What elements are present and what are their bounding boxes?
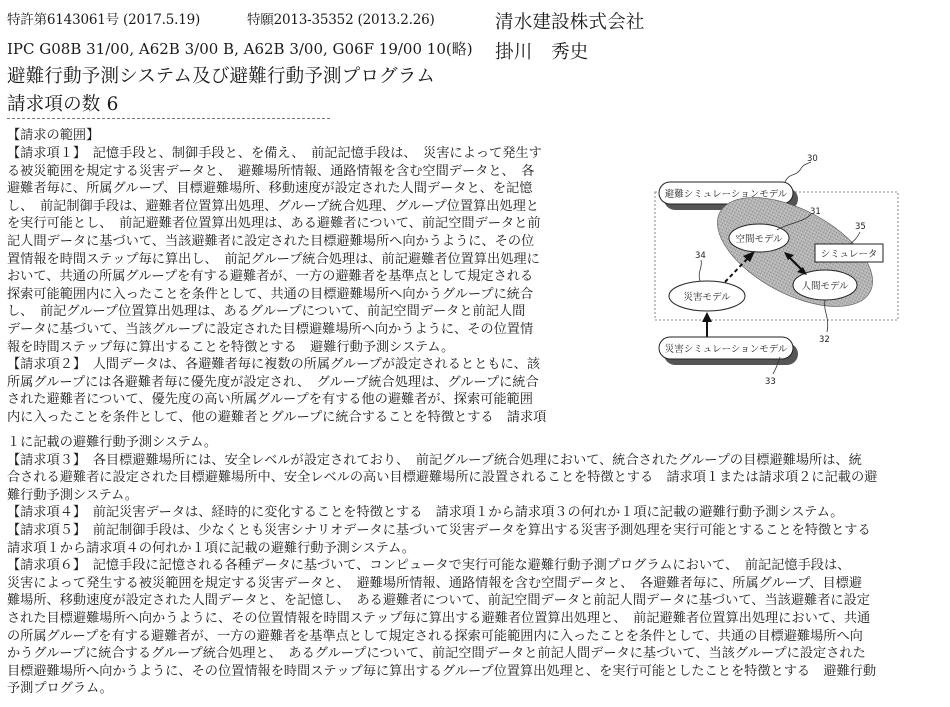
claim-line: 【請求項６】 記憶手段に記憶される各種データに基づいて、コンピュータで実行可能な避難行動予測プログラムにおいて、 前記記憶手段は、 (7, 558, 851, 574)
claim-line: データに基づいて、当該グループに設定された目標避難場所へ向かうように、その位置情 (7, 322, 534, 337)
human-model-label: 人間モデル (801, 281, 849, 292)
ipc-classification: IPC G08B 31/00, A62B 3/00 B, A62B 3/00, G06F 19/00 10(略) (7, 40, 473, 58)
ref-30: 30 (807, 154, 818, 164)
claim-line: る被災範囲を規定する災害データと、 避難場所情報、通路情報を含む空間データと、 各 (7, 163, 535, 179)
ref-34: 34 (695, 251, 706, 261)
claim-line: １に記載の避難行動予測システム。 (7, 435, 218, 450)
claim-line: 【請求項５】 前記制御手段は、少なくとも災害シナリオデータに基づいて災害データを算出する災害予測処理を実行可能とすることを特徴とする (7, 523, 871, 538)
space-model-label: 空間モデル (735, 234, 783, 245)
claim-line: 【請求項２】 人間データは、各避難者毎に複数の所属グループが設定されるとともに、該 (7, 357, 541, 373)
claim-line: 目標避難場所へ向かうように、その位置情報を時間ステップ毎に算出するグループ位置算出処理と、を実行可能としたことを特徴とする 避難行動 (7, 663, 877, 679)
leader-30 (785, 162, 811, 182)
claim-line: 予測プログラム。 (7, 681, 113, 697)
simulator-label: シミュレータ (820, 249, 878, 260)
leader-34 (699, 260, 701, 281)
ref-31: 31 (810, 207, 821, 217)
claim-line: 内に入ったことを条件として、他の避難者とグループに統合することを特徴とする 請求項 (7, 410, 547, 425)
ref-32: 32 (819, 335, 830, 345)
evac-sim-model-label: 避難シミュレーションモデル (664, 189, 788, 200)
claim-line: 請求項１から請求項４の何れか１項に記載の避難行動予測システム。 (7, 540, 415, 556)
claim-line: し、 前記制御手段は、避難者位置算出処理、グループ統合処理、グループ位置算出処理と (7, 198, 539, 214)
claim-line: おいて、共通の所属グループを有する避難者が、一方の避難者を基準点として規定される (7, 269, 534, 285)
claim-line: 合される避難者に設定された目標避難場所中、安全レベルの高い目標避難場所に設置されることを特徴とする 請求項１または請求項２に記載の避 (7, 470, 878, 486)
patent-title: 避難行動予測システム及び避難行動予測プログラム (7, 66, 436, 87)
claim-line: 難行動予測システム。 (7, 487, 138, 503)
claim-line: 難場所、移動速度が設定された人間データと、を記憶し、 ある避難者について、前記空間データと前記人間データに基づいて、当該避難者に設定 (7, 593, 870, 609)
patent-number (7, 8, 435, 28)
diagram-svg (645, 152, 940, 387)
claim-line: を実行可能とし、 前記避難者位置算出処理は、ある避難者について、前記空間データと前 (7, 216, 541, 232)
assignee: 清水建設株式会社 (495, 12, 645, 33)
claim-line: 報を時間ステップ毎に算出することを特徴とする 避難行動予測システム。 (7, 339, 455, 355)
arrowhead-up (702, 312, 712, 322)
claim-line: の所属グループを有する避難者が、一方の避難者を基準点として規定される探索可能範囲内に入ったことを条件として、共通の目標避難場所へ向 (7, 628, 863, 644)
claim-line: 【請求項１】 記憶手段と、制御手段と、を備え、 前記記憶手段は、 災害によって発生す (7, 146, 542, 161)
ref-35: 35 (855, 222, 866, 232)
disaster-model-label: 災害モデル (683, 292, 731, 303)
ref-33: 33 (765, 377, 776, 387)
claims-count: 請求項の数 6 (7, 94, 119, 115)
claim-line: 災害によって発生する被災範囲を規定する災害データと、 避難場所情報、通路情報を含む空間データと、 各避難者毎に、所属グループ、目標避 (7, 575, 863, 591)
claim-line: 避難者毎に、所属グループ、目標避難場所、移動速度が設定された人間データと、を記憶 (7, 181, 533, 197)
claim-line: 探索可能範囲内に入ったことを条件として、共通の目標避難場所へ向かうグループに統合 (7, 286, 534, 302)
claim-line: 【請求項３】 各目標避難場所には、安全レベルが設定されており、 前記グループ統合処理において、統合されたグループの目標避難場所は、統 (7, 452, 862, 468)
claim-line: 所属グループには各避難者毎に優先度が設定され、 グループ統合処理は、グループに統合 (7, 374, 539, 390)
claim-line: 置情報を時間ステップ毎に算出し、 前記グループ統合処理は、前記避難者位置算出処理に (7, 251, 540, 267)
claim-line: 【請求項４】 前記災害データは、経時的に変化することを特徴とする 請求項１から請求項３の何れか１項に記載の避難行動予測システム。 (7, 505, 844, 521)
system-diagram (645, 152, 940, 387)
claim-line: された避難者について、優先度の高い所属グループを有する他の避難者が、探索可能範囲 (7, 392, 533, 408)
claim-line: 記人間データに基づいて、当該避難者に設定された目標避難場所へ向かうように、その位 (7, 234, 535, 249)
claim-line: された目標避難場所へ向かうように、その位置情報を時間ステップ毎に算出する避難者位置算出処理と、 前記避難者位置算出処理において、共通 (7, 611, 871, 626)
claims-heading: 【請求の範囲】 (7, 128, 100, 143)
application-number: 特願2013-35352 (2013.2.26) (247, 12, 435, 28)
inventor: 掛川 秀史 (495, 42, 589, 63)
claim-line: し、 前記グループ位置算出処理は、あるグループについて、前記空間データと前記人間 (7, 304, 526, 320)
patent-number-text: 特許第6143061号 (2017.5.19) (7, 12, 201, 28)
disaster-sim-model-label: 災害シミュレーションモデル (664, 344, 788, 355)
header-divider (7, 118, 330, 119)
claim-line: かうグループに統合するグループ統合処理と、 あるグループについて、前記空間データと前記人間データに基づいて、当該グループに設定された (7, 646, 866, 662)
